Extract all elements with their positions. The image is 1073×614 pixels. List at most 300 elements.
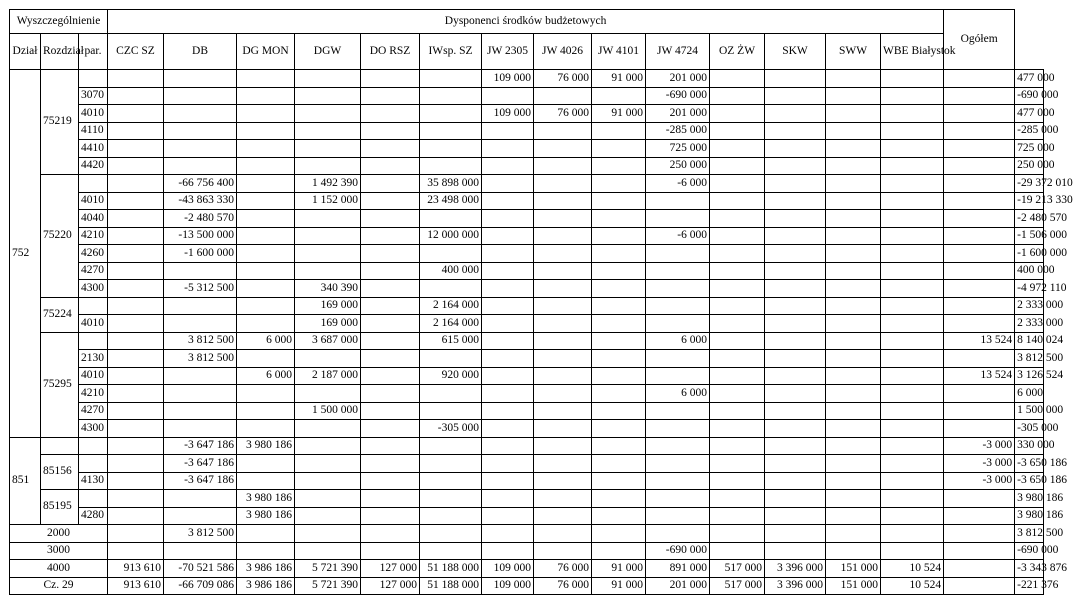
- cell-value: 250 000: [646, 157, 710, 175]
- cell-value: [881, 437, 944, 455]
- cell-value: [592, 542, 646, 560]
- cell-total: 1 500 000: [1015, 402, 1044, 420]
- cell-value: [592, 367, 646, 385]
- cell-value: [237, 385, 295, 403]
- cell-value: [826, 490, 881, 508]
- cell-value: 517 000: [710, 560, 765, 578]
- cell-paragraf: [79, 70, 108, 88]
- cell-value: [482, 192, 534, 210]
- cell-value: [765, 315, 826, 333]
- cell-value: [881, 542, 944, 560]
- cell-value: [295, 542, 361, 560]
- cell-value: [826, 332, 881, 350]
- cell-value: [420, 525, 482, 543]
- cell-value: 1 500 000: [295, 402, 361, 420]
- cell-value: [592, 262, 646, 280]
- table-row: [10, 507, 1044, 525]
- table-row: [10, 175, 1044, 193]
- cell-value: 109 000: [482, 105, 534, 123]
- table-row: [10, 332, 1044, 350]
- cell-value: [592, 472, 646, 490]
- cell-total: 477 000: [1015, 70, 1044, 88]
- cell-value: 109 000: [482, 70, 534, 88]
- cell-value: [592, 245, 646, 263]
- cell-value: [482, 455, 534, 473]
- cell-value: [826, 192, 881, 210]
- cell-rozdzial: 75295: [41, 332, 79, 437]
- cell-value: [108, 350, 164, 368]
- cell-value: [420, 140, 482, 158]
- cell-value: [534, 140, 592, 158]
- cell-value: [237, 315, 295, 333]
- cell-value: [826, 280, 881, 298]
- cell-value: [295, 245, 361, 263]
- cell-paragraf: 4270: [79, 402, 108, 420]
- cell-value: [710, 507, 765, 525]
- cell-value: [164, 315, 237, 333]
- cell-value: [592, 507, 646, 525]
- cell-value: [295, 472, 361, 490]
- table-row: [10, 280, 1044, 298]
- cell-value: [108, 105, 164, 123]
- cell-value: [765, 280, 826, 298]
- cell-value: 3 980 186: [237, 437, 295, 455]
- cell-dzial: 851: [10, 437, 41, 525]
- column-header: IWsp. SZ: [420, 34, 482, 70]
- cell-value: [534, 280, 592, 298]
- cell-value: [710, 420, 765, 438]
- table-row: [10, 227, 1044, 245]
- cell-value: 10 524: [881, 577, 944, 595]
- cell-value: [765, 245, 826, 263]
- cell-value: [237, 472, 295, 490]
- cell-value: [482, 245, 534, 263]
- cell-value: 3 812 500: [164, 350, 237, 368]
- cell-paragraf: 4010: [79, 105, 108, 123]
- cell-paragraf: 4420: [79, 157, 108, 175]
- cell-value: [361, 245, 420, 263]
- column-header: par.: [79, 34, 108, 70]
- cell-value: [765, 420, 826, 438]
- cell-value: [534, 262, 592, 280]
- cell-value: [881, 507, 944, 525]
- cell-value: [420, 70, 482, 88]
- cell-total: 3 980 186: [1015, 490, 1044, 508]
- cell-value: [295, 140, 361, 158]
- cell-value: [108, 140, 164, 158]
- cell-value: [944, 402, 1015, 420]
- cell-value: [710, 105, 765, 123]
- column-header: CZC SZ: [108, 34, 164, 70]
- cell-value: [765, 402, 826, 420]
- cell-value: 91 000: [592, 577, 646, 595]
- cell-value: [710, 402, 765, 420]
- cell-value: [164, 420, 237, 438]
- table-row: [10, 420, 1044, 438]
- cell-total: 400 000: [1015, 262, 1044, 280]
- table-row: [10, 315, 1044, 333]
- cell-value: -2 480 570: [164, 210, 237, 228]
- cell-total: 3 126 524: [1015, 367, 1044, 385]
- cell-value: [826, 157, 881, 175]
- cell-value: [237, 87, 295, 105]
- cell-value: [108, 122, 164, 140]
- cell-total: -690 000: [1015, 87, 1044, 105]
- cell-value: [237, 455, 295, 473]
- cell-value: [592, 385, 646, 403]
- column-header: SWW: [826, 34, 881, 70]
- cell-value: [592, 122, 646, 140]
- cell-value: [881, 455, 944, 473]
- summary-row: [10, 542, 1044, 560]
- cell-value: [108, 542, 164, 560]
- cell-value: 517 000: [710, 577, 765, 595]
- cell-value: 76 000: [534, 70, 592, 88]
- cell-value: [420, 280, 482, 298]
- cell-value: [646, 245, 710, 263]
- cell-value: 3 812 500: [164, 525, 237, 543]
- cell-value: [881, 70, 944, 88]
- cell-value: [164, 367, 237, 385]
- cell-value: [592, 280, 646, 298]
- table-row: [10, 70, 1044, 88]
- cell-value: [765, 490, 826, 508]
- cell-value: [944, 210, 1015, 228]
- cell-value: [361, 367, 420, 385]
- cell-value: [108, 367, 164, 385]
- cell-value: -43 863 330: [164, 192, 237, 210]
- cell-value: [482, 472, 534, 490]
- cell-value: [534, 420, 592, 438]
- cell-value: [646, 297, 710, 315]
- cell-value: [482, 315, 534, 333]
- cell-value: 3 396 000: [765, 577, 826, 595]
- cell-value: [420, 507, 482, 525]
- cell-value: [164, 87, 237, 105]
- column-header: JW 4026: [534, 34, 592, 70]
- cell-value: [534, 507, 592, 525]
- cell-value: -305 000: [420, 420, 482, 438]
- cell-value: [592, 350, 646, 368]
- cell-value: [944, 175, 1015, 193]
- cell-value: [361, 542, 420, 560]
- cell-value: [710, 70, 765, 88]
- cell-value: [881, 227, 944, 245]
- cell-value: 913 610: [108, 577, 164, 595]
- cell-paragraf: 4300: [79, 280, 108, 298]
- cell-value: [646, 472, 710, 490]
- cell-value: [534, 402, 592, 420]
- cell-value: [765, 542, 826, 560]
- cell-value: [108, 420, 164, 438]
- column-header: JW 2305: [482, 34, 534, 70]
- cell-value: [826, 542, 881, 560]
- cell-value: [295, 525, 361, 543]
- cell-value: 3 396 000: [765, 560, 826, 578]
- cell-value: [164, 122, 237, 140]
- cell-value: [108, 490, 164, 508]
- cell-total: -3 650 186: [1015, 472, 1044, 490]
- cell-value: [420, 210, 482, 228]
- cell-value: [826, 70, 881, 88]
- cell-value: 109 000: [482, 560, 534, 578]
- cell-value: [534, 122, 592, 140]
- cell-value: [826, 87, 881, 105]
- cell-value: [482, 262, 534, 280]
- cell-value: 340 390: [295, 280, 361, 298]
- cell-value: [361, 87, 420, 105]
- cell-value: [482, 210, 534, 228]
- cell-total: 250 000: [1015, 157, 1044, 175]
- cell-value: [646, 525, 710, 543]
- cell-value: [482, 297, 534, 315]
- cell-value: -6 000: [646, 227, 710, 245]
- cell-value: [420, 157, 482, 175]
- cell-value: -70 521 586: [164, 560, 237, 578]
- cell-paragraf: [79, 490, 108, 508]
- cell-total: -1 600 000: [1015, 245, 1044, 263]
- column-header-row: [10, 34, 1044, 70]
- column-header: DB: [164, 34, 237, 70]
- cell-paragraf: 4280: [79, 507, 108, 525]
- cell-value: [592, 332, 646, 350]
- cell-value: [482, 367, 534, 385]
- column-header: Dział: [10, 34, 41, 70]
- cell-rozdzial: 75220: [41, 175, 79, 298]
- cell-value: [534, 490, 592, 508]
- cell-value: 127 000: [361, 577, 420, 595]
- cell-value: [710, 455, 765, 473]
- cell-value: 400 000: [420, 262, 482, 280]
- cell-value: [646, 507, 710, 525]
- cell-value: [826, 525, 881, 543]
- cell-paragraf: 4210: [79, 227, 108, 245]
- cell-value: [237, 70, 295, 88]
- cell-value: 3 687 000: [295, 332, 361, 350]
- cell-value: [237, 280, 295, 298]
- cell-value: [361, 315, 420, 333]
- cell-value: [710, 192, 765, 210]
- cell-total: -19 213 330: [1015, 192, 1044, 210]
- cell-value: [765, 455, 826, 473]
- cell-value: 3 986 186: [237, 560, 295, 578]
- cell-value: 3 980 186: [237, 490, 295, 508]
- cell-value: [361, 472, 420, 490]
- cell-value: [826, 367, 881, 385]
- cell-value: [881, 525, 944, 543]
- cell-value: [592, 315, 646, 333]
- cell-value: [881, 402, 944, 420]
- cell-value: -285 000: [646, 122, 710, 140]
- cell-value: -3 647 186: [164, 455, 237, 473]
- cell-value: [108, 227, 164, 245]
- cell-value: [108, 280, 164, 298]
- cell-value: 91 000: [592, 70, 646, 88]
- table-row: [10, 122, 1044, 140]
- cell-value: [646, 420, 710, 438]
- cell-value: [361, 157, 420, 175]
- cell-value: [237, 245, 295, 263]
- cell-value: [881, 367, 944, 385]
- cell-value: -3 000: [944, 437, 1015, 455]
- budget-table: [9, 9, 1073, 595]
- cell-paragraf: [79, 175, 108, 193]
- cell-value: [592, 210, 646, 228]
- header-wyszczegolnienie: Wyszczególnienie: [10, 10, 108, 34]
- cell-value: [482, 140, 534, 158]
- cell-value: [881, 332, 944, 350]
- cell-value: [710, 210, 765, 228]
- cell-value: [482, 280, 534, 298]
- cell-value: [944, 192, 1015, 210]
- cell-value: [944, 420, 1015, 438]
- cell-value: [108, 525, 164, 543]
- cell-value: 725 000: [646, 140, 710, 158]
- cell-value: [944, 315, 1015, 333]
- cell-value: [108, 385, 164, 403]
- cell-value: [534, 332, 592, 350]
- cell-value: [237, 157, 295, 175]
- cell-value: [237, 105, 295, 123]
- cell-value: [710, 350, 765, 368]
- cell-dzial: 752: [10, 70, 41, 438]
- cell-value: [646, 402, 710, 420]
- cell-value: [482, 227, 534, 245]
- cell-value: [482, 542, 534, 560]
- cell-value: [108, 332, 164, 350]
- cell-value: [361, 280, 420, 298]
- cell-value: [361, 105, 420, 123]
- cell-value: [881, 280, 944, 298]
- cell-value: [881, 192, 944, 210]
- cell-value: [420, 490, 482, 508]
- cell-paragraf: 4270: [79, 262, 108, 280]
- cell-value: 6 000: [237, 332, 295, 350]
- table-row: [10, 385, 1044, 403]
- cell-value: [164, 70, 237, 88]
- cell-value: [826, 472, 881, 490]
- cell-total: -305 000: [1015, 420, 1044, 438]
- column-header: JW 4724: [646, 34, 710, 70]
- cell-value: [710, 385, 765, 403]
- cell-total: 2 333 000: [1015, 315, 1044, 333]
- cell-value: [361, 507, 420, 525]
- cell-value: [944, 490, 1015, 508]
- cell-value: [295, 87, 361, 105]
- cell-value: [592, 157, 646, 175]
- summary-row: [10, 560, 1044, 578]
- cell-value: [295, 105, 361, 123]
- cell-value: [534, 367, 592, 385]
- cell-value: [295, 350, 361, 368]
- cell-value: [881, 385, 944, 403]
- cell-value: 51 188 000: [420, 577, 482, 595]
- cell-value: [361, 350, 420, 368]
- cell-value: [361, 70, 420, 88]
- cell-value: [237, 227, 295, 245]
- cell-value: [826, 122, 881, 140]
- cell-value: [164, 402, 237, 420]
- cell-value: [361, 140, 420, 158]
- cell-value: [592, 175, 646, 193]
- budget-table-wrapper: [9, 9, 1073, 595]
- cell-total: 3 980 186: [1015, 507, 1044, 525]
- cell-value: [592, 437, 646, 455]
- cell-value: [765, 192, 826, 210]
- cell-value: [534, 437, 592, 455]
- cell-value: [710, 175, 765, 193]
- cell-value: [361, 420, 420, 438]
- cell-value: 5 721 390: [295, 577, 361, 595]
- cell-value: [237, 175, 295, 193]
- cell-value: [944, 525, 1015, 543]
- cell-value: [420, 437, 482, 455]
- cell-value: 13 524: [944, 367, 1015, 385]
- cell-value: [361, 297, 420, 315]
- cell-value: [108, 262, 164, 280]
- cell-value: [295, 262, 361, 280]
- column-header: JW 4101: [592, 34, 646, 70]
- cell-value: [710, 542, 765, 560]
- cell-paragraf: [79, 437, 108, 455]
- cell-value: [482, 385, 534, 403]
- cell-value: [826, 437, 881, 455]
- cell-value: [826, 140, 881, 158]
- table-row: [10, 490, 1044, 508]
- cell-value: 3 986 186: [237, 577, 295, 595]
- cell-value: [944, 157, 1015, 175]
- cell-value: [108, 297, 164, 315]
- cell-value: [108, 245, 164, 263]
- cell-value: [534, 210, 592, 228]
- cell-value: [944, 560, 1015, 578]
- cell-value: [710, 525, 765, 543]
- cell-value: 91 000: [592, 560, 646, 578]
- table-row: [10, 455, 1044, 473]
- cell-value: [361, 490, 420, 508]
- cell-value: -5 312 500: [164, 280, 237, 298]
- table-row: [10, 157, 1044, 175]
- cell-value: [534, 542, 592, 560]
- cell-value: [482, 525, 534, 543]
- table-row: [10, 192, 1044, 210]
- cell-value: [420, 122, 482, 140]
- cell-value: [944, 245, 1015, 263]
- cell-value: [944, 577, 1015, 595]
- cell-value: [237, 262, 295, 280]
- cell-value: 35 898 000: [420, 175, 482, 193]
- cell-value: [944, 385, 1015, 403]
- cell-value: [826, 210, 881, 228]
- cell-value: [420, 385, 482, 403]
- cell-value: 891 000: [646, 560, 710, 578]
- cell-value: [420, 402, 482, 420]
- cell-value: [646, 490, 710, 508]
- cell-value: [881, 210, 944, 228]
- cell-value: [295, 122, 361, 140]
- cell-value: [881, 420, 944, 438]
- cell-value: [420, 472, 482, 490]
- cell-paragraf: 4130: [79, 472, 108, 490]
- cell-value: [944, 70, 1015, 88]
- cell-value: [710, 87, 765, 105]
- cell-value: -3 000: [944, 472, 1015, 490]
- cell-value: 10 524: [881, 560, 944, 578]
- cell-value: [944, 542, 1015, 560]
- cell-value: [710, 280, 765, 298]
- cell-value: [237, 350, 295, 368]
- cell-total: -29 372 010: [1015, 175, 1044, 193]
